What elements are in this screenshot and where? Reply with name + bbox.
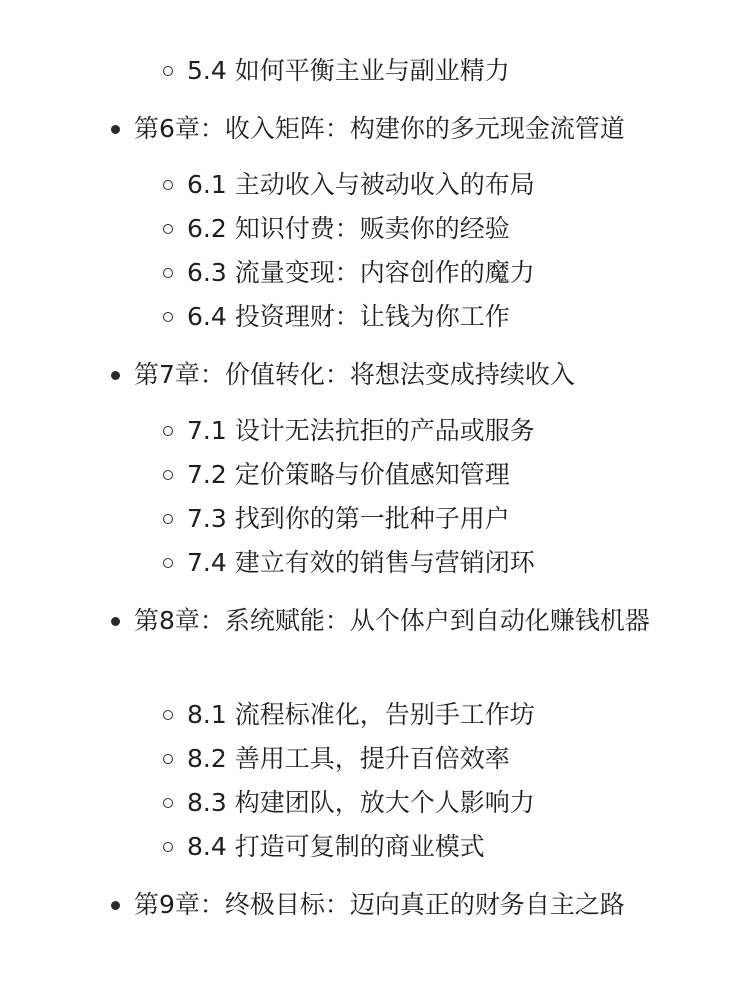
chapter-text: 第6章：收入矩阵：构建你的多元现金流管道 bbox=[134, 114, 625, 143]
filled-bullet-icon bbox=[111, 617, 120, 626]
hollow-bullet-icon bbox=[163, 470, 173, 480]
section-item-7-1 bbox=[187, 414, 535, 448]
chapter-text: 第7章：价值转化：将想法变成持续收入 bbox=[134, 360, 575, 389]
filled-bullet-icon bbox=[111, 371, 120, 380]
chapter-text: 第9章：终极目标：迈向真正的财务自主之路 bbox=[134, 890, 625, 919]
chapter-text: 第8章：系统赋能：从个体户到自动化赚钱机器 bbox=[134, 606, 650, 635]
hollow-bullet-icon bbox=[163, 514, 173, 524]
hollow-bullet-icon bbox=[163, 180, 173, 190]
section-text: 5.4 如何平衡主业与副业精力 bbox=[187, 56, 510, 85]
section-item-8-4 bbox=[187, 830, 485, 864]
filled-bullet-icon bbox=[111, 125, 120, 134]
section-item-6-3 bbox=[187, 256, 535, 290]
chapter-item-6 bbox=[134, 112, 694, 146]
hollow-bullet-icon bbox=[163, 842, 173, 852]
section-text: 6.1 主动收入与被动收入的布局 bbox=[187, 170, 535, 199]
section-item-7-2 bbox=[187, 458, 510, 492]
hollow-bullet-icon bbox=[163, 558, 173, 568]
hollow-bullet-icon bbox=[163, 798, 173, 808]
section-text: 7.1 设计无法抗拒的产品或服务 bbox=[187, 416, 535, 445]
section-item-5-4 bbox=[187, 54, 510, 88]
section-item-7-4 bbox=[187, 546, 535, 580]
hollow-bullet-icon bbox=[163, 426, 173, 436]
section-item-7-3 bbox=[187, 502, 510, 536]
hollow-bullet-icon bbox=[163, 224, 173, 234]
section-text: 6.2 知识付费：贩卖你的经验 bbox=[187, 214, 510, 243]
hollow-bullet-icon bbox=[163, 754, 173, 764]
section-item-6-4 bbox=[187, 300, 510, 334]
section-item-8-2 bbox=[187, 742, 510, 776]
filled-bullet-icon bbox=[111, 901, 120, 910]
section-text: 8.3 构建团队，放大个人影响力 bbox=[187, 788, 535, 817]
section-text: 7.4 建立有效的销售与营销闭环 bbox=[187, 548, 535, 577]
hollow-bullet-icon bbox=[163, 312, 173, 322]
section-item-6-2 bbox=[187, 212, 510, 246]
chapter-item-9 bbox=[134, 888, 694, 922]
section-text: 7.2 定价策略与价值感知管理 bbox=[187, 460, 510, 489]
section-text: 6.3 流量变现：内容创作的魔力 bbox=[187, 258, 535, 287]
section-item-8-1 bbox=[187, 698, 535, 732]
chapter-item-8 bbox=[134, 604, 694, 638]
section-text: 7.3 找到你的第一批种子用户 bbox=[187, 504, 510, 533]
section-text: 6.4 投资理财：让钱为你工作 bbox=[187, 302, 510, 331]
section-text: 8.1 流程标准化，告别手工作坊 bbox=[187, 700, 535, 729]
section-text: 8.4 打造可复制的商业模式 bbox=[187, 832, 485, 861]
section-item-6-1 bbox=[187, 168, 535, 202]
hollow-bullet-icon bbox=[163, 710, 173, 720]
section-text: 8.2 善用工具，提升百倍效率 bbox=[187, 744, 510, 773]
hollow-bullet-icon bbox=[163, 66, 173, 76]
hollow-bullet-icon bbox=[163, 268, 173, 278]
section-item-8-3 bbox=[187, 786, 535, 820]
chapter-item-7 bbox=[134, 358, 694, 392]
